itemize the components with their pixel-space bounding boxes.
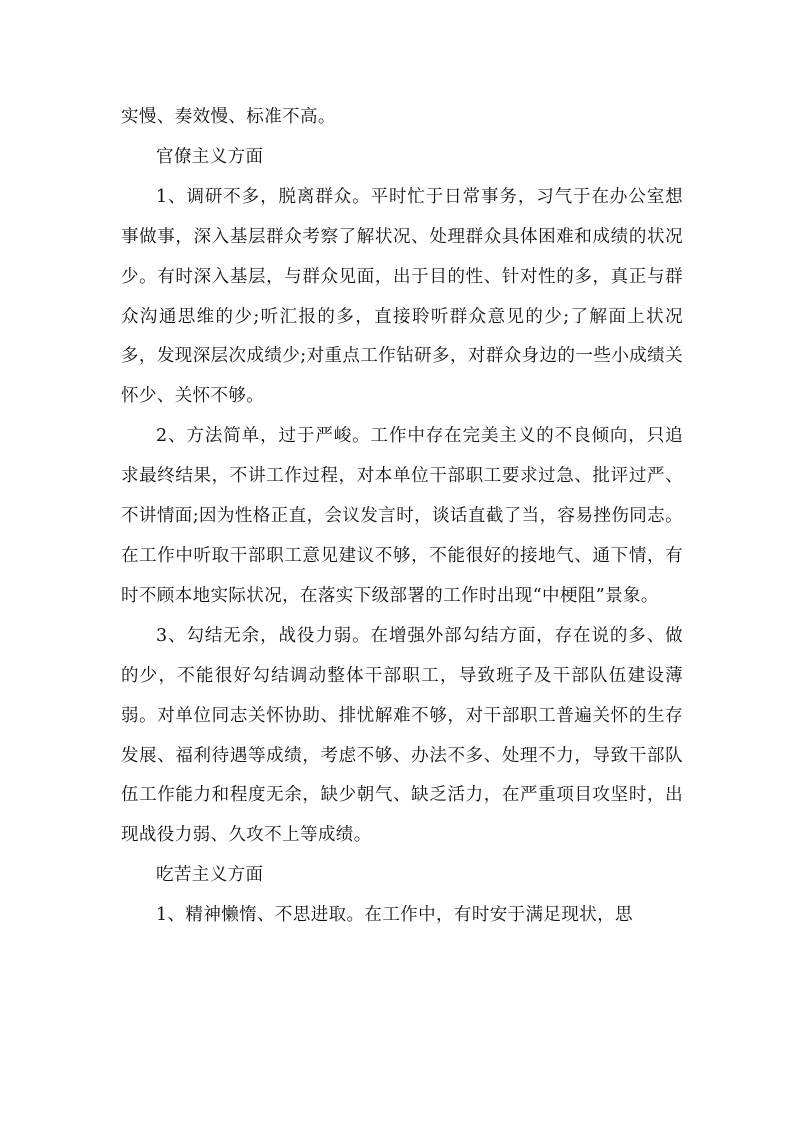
paragraph-item-2: 2、方法简单，过于严峻。工作中存在完美主义的不良倾向，只追求最终结果，不讲工作过程，对本单位干部职工要求过急、批评过严、不讲情面;因为性格正直，会议发言时，谈话直截了当，容易挫伤同志。在工作中听取干部职工意见建议不够，不能很好的接地气、通下情，有时不顾本地实际状况，在落实下级部署的工作时出现“中梗阻”景象。 <box>121 426 683 606</box>
paragraph-item-1-hedonism: 1、精神懒惰、不思进取。在工作中，有时安于满足现状，思 <box>156 905 633 926</box>
paragraph-item-1: 1、调研不多，脱离群众。平时忙于日常事务，习气于在办公室想事做事，深入基层群众考察了解状况、处理群众具体困难和成绩的状况少。有时深入基层，与群众见面，出于目的性、针对性的多，真正与群众沟通思维的少;听汇报的多，直接聆听群众意见的少;了解面上状况多，发现深层次成绩少;对重点工作钻研多，对群众身边的一些小成绩关怀少、关怀不够。 <box>121 186 683 407</box>
paragraph-item-3: 3、勾结无余，战役力弱。在增强外部勾结方面，存在说的多、做的少，不能很好勾结调动整体干部职工，导致班子及干部队伍建设薄弱。对单位同志关怀协助、排忧解难不够，对干部职工普遍关怀的生存发展、福利待遇等成绩，考虑不够、办法不多、处理不力，导致干部队伍工作能力和程度无余，缺少朝气、缺乏活力，在严重项目攻坚时，出现战役力弱、久攻不上等成绩。 <box>121 625 683 846</box>
section-heading-hedonism: 吃苦主义方面 <box>156 865 264 886</box>
document-body <box>121 98 683 936</box>
section-heading-bureaucratism: 官僚主义方面 <box>156 146 264 167</box>
paragraph-continuation: 实慢、奏效慢、标准不高。 <box>121 107 336 127</box>
